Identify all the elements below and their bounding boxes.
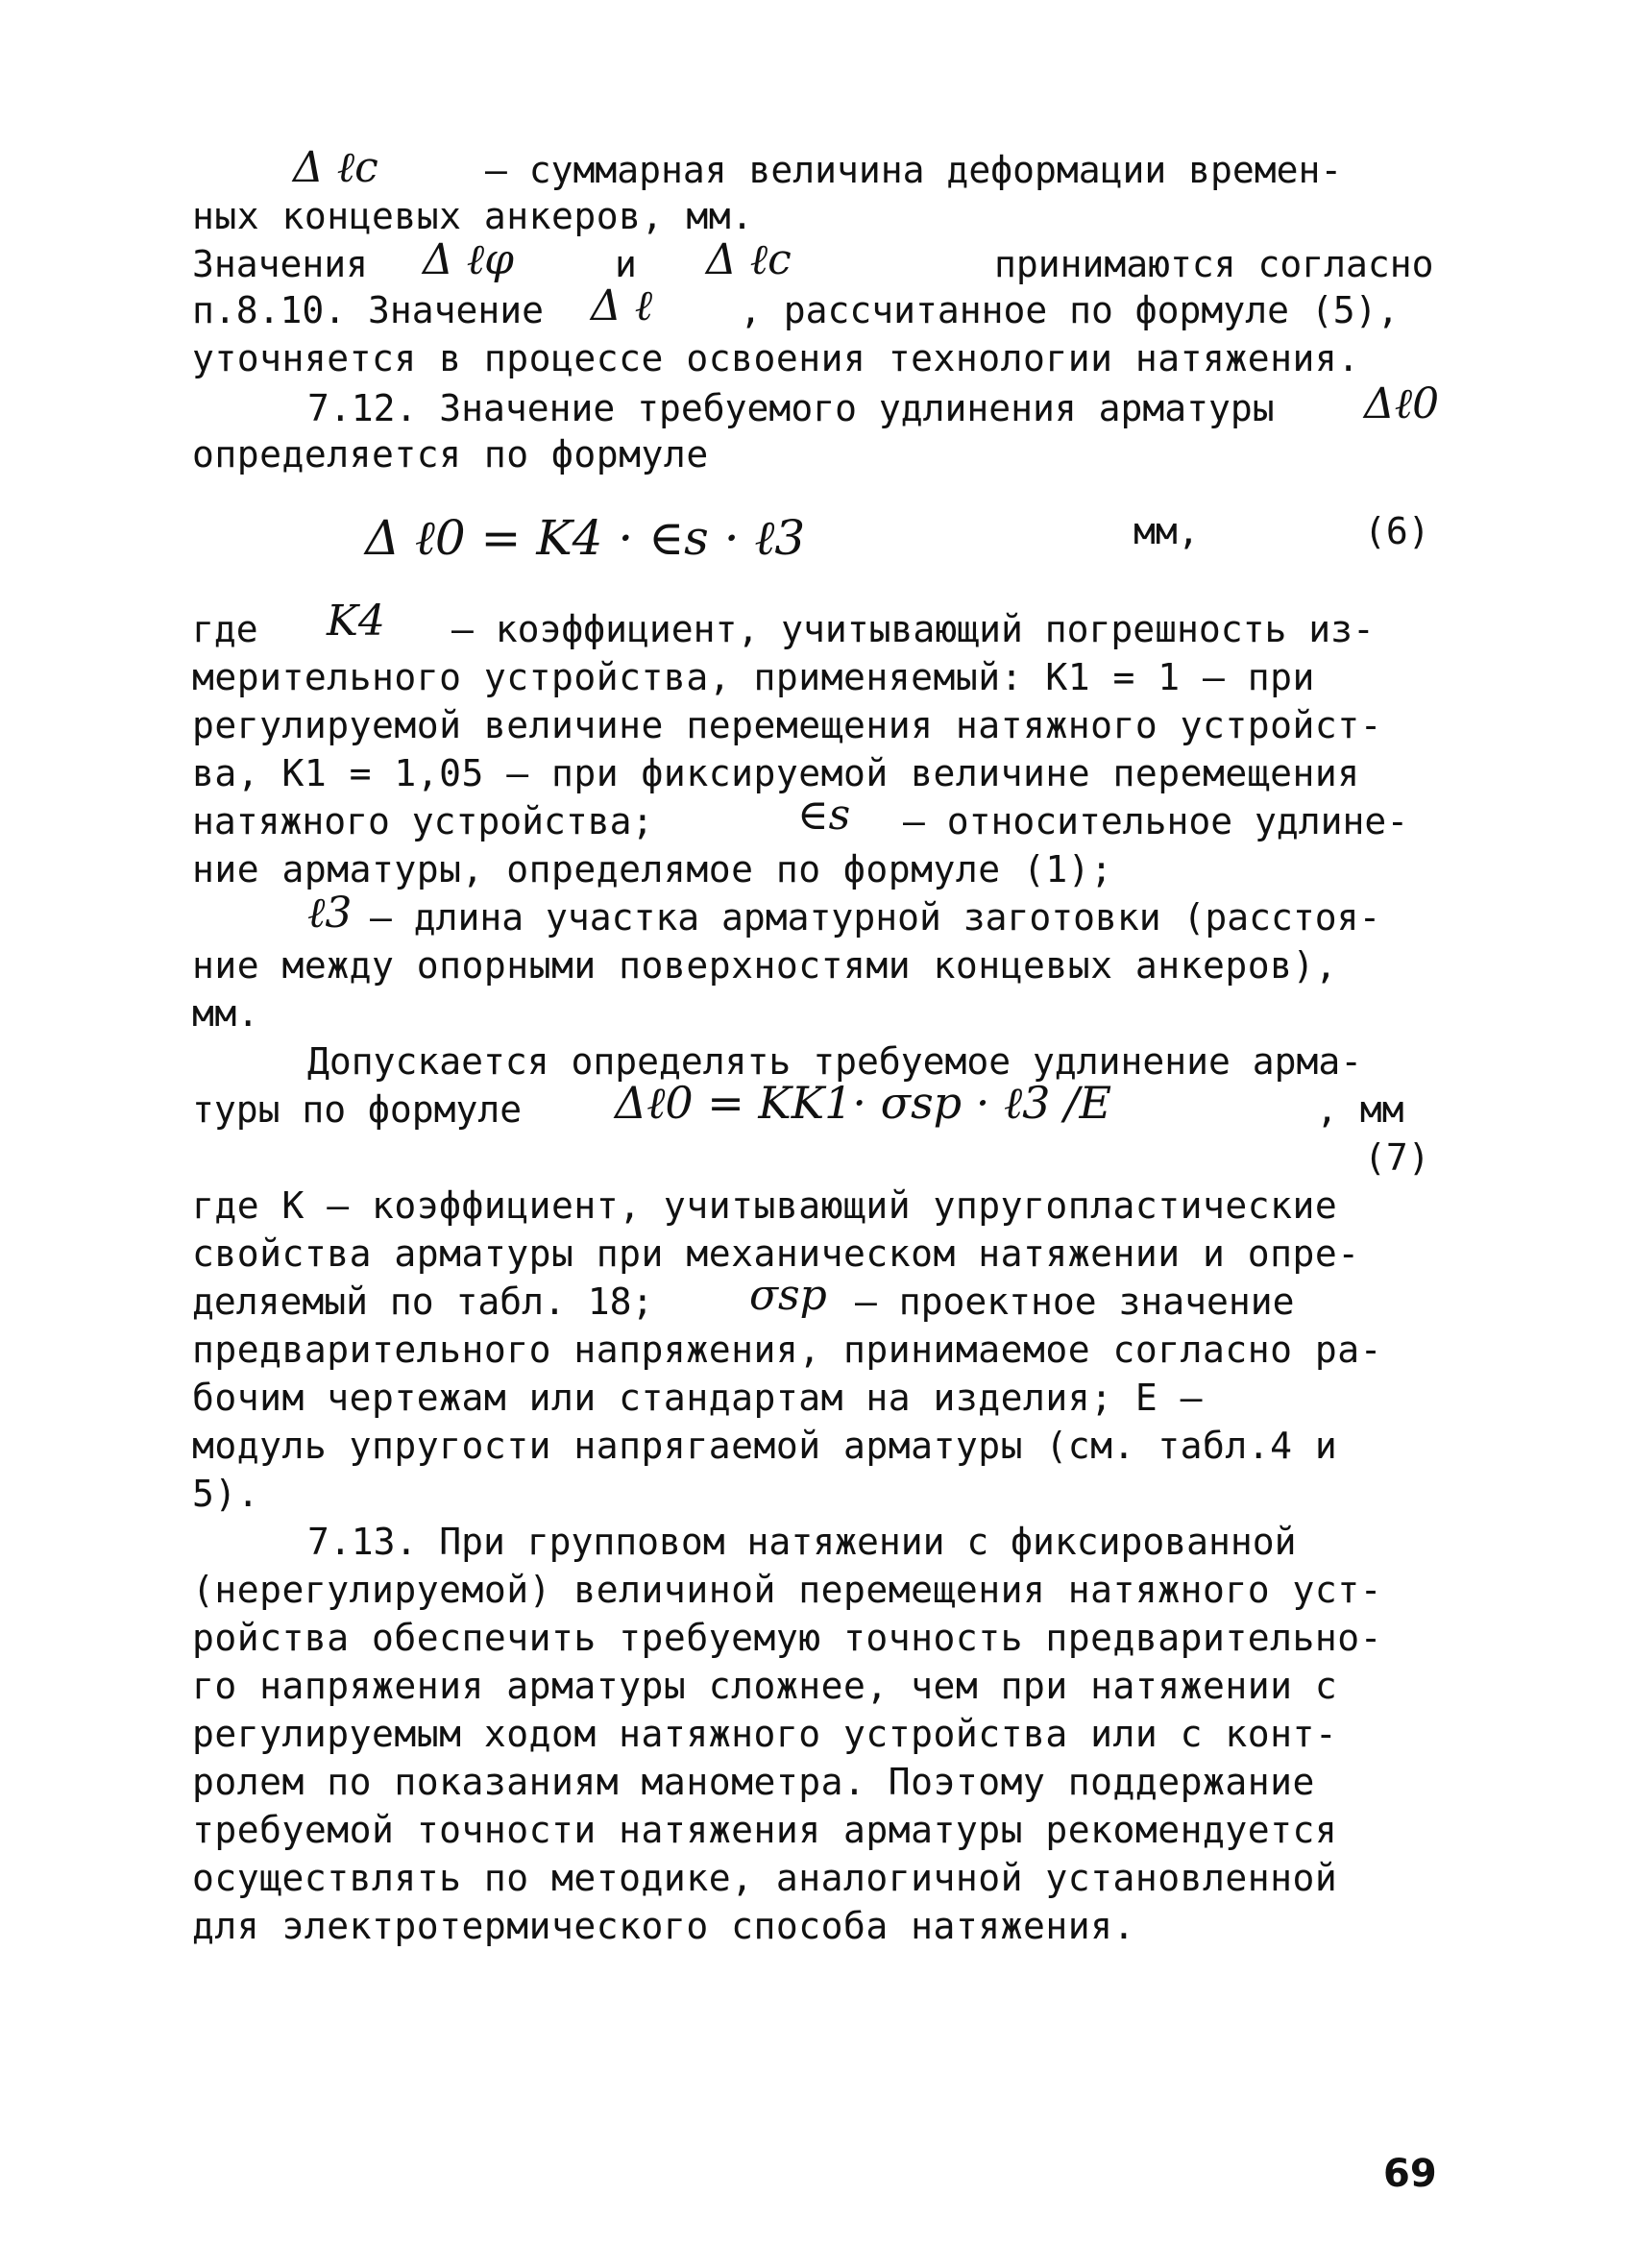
formula-7-number: (7)	[1364, 1136, 1430, 1179]
text-line: требуемой точности натяжения арматуры рекомендуется	[192, 1809, 1338, 1851]
text-line: ролем по показаниям манометра. Поэтому поддержание	[192, 1761, 1315, 1803]
text-line: предварительного напряжения, принимаемое согласно ра-	[192, 1329, 1383, 1371]
text-line: регулируемой величине перемещения натяжного устройст-	[192, 704, 1383, 746]
text-line: модуль упругости напрягаемой арматуры (см. табл.4 и	[192, 1425, 1338, 1467]
symbol-k4: K4	[327, 597, 385, 646]
text-line: где	[192, 608, 258, 650]
text-line: 5).	[192, 1473, 260, 1515]
formula-7-unit: , мм	[1316, 1088, 1404, 1131]
symbol-eps-s: ∈s	[797, 791, 851, 840]
symbol-delta-lphi: Δ ℓφ	[423, 235, 514, 284]
text-line: уточняется в процессе освоения технологии натяжения.	[192, 337, 1360, 379]
text-line: бочим чертежам или стандартам на изделия; Е –	[192, 1377, 1204, 1419]
text-line: где К – коэффициент, учитывающий упругопластические	[192, 1184, 1338, 1227]
symbol-l3: ℓ3	[307, 889, 353, 938]
symbol-delta-l: Δ ℓ	[591, 281, 653, 330]
text-line: свойства арматуры при механическом натяжении и опре-	[192, 1232, 1360, 1275]
text-line: 7.12. Значение требуемого удлинения арматуры	[307, 387, 1275, 429]
formula-6-unit: мм,	[1133, 510, 1200, 552]
symbol-delta-l0: Δℓ0	[1364, 379, 1440, 428]
text-line: регулируемым ходом натяжного устройства или с конт-	[192, 1713, 1338, 1755]
text-line: ние между опорными поверхностями концевых анкеров),	[192, 944, 1338, 987]
text-line: мерительного устройства, применяемый: K1 = 1 – при	[192, 656, 1315, 698]
text-line: деляемый по табл. 18;	[192, 1280, 654, 1323]
page-number: 69	[1383, 2152, 1437, 2196]
text-line: п.8.10. Значение	[192, 289, 545, 331]
text-line: – коэффициент, учитывающий погрешность из-	[451, 608, 1375, 650]
text-line: ние арматуры, определямое по формуле (1);	[192, 848, 1113, 890]
text-line: (нерегулируемой) величиной перемещения натяжного уст-	[192, 1569, 1383, 1611]
text-line: 7.13. При групповом натяжении с фиксированной	[307, 1521, 1297, 1563]
formula-7: Δℓ0 = KK1· σsp · ℓ3 /E	[615, 1077, 1112, 1129]
text-line: туры по формуле	[192, 1088, 523, 1131]
text-line: – относительное удлине-	[903, 800, 1409, 842]
text-line: – проектное значение	[855, 1280, 1295, 1323]
formula-6: Δ ℓ0 = K4 · ∈s · ℓ3	[365, 510, 806, 566]
text-line: натяжного устройства;	[192, 800, 654, 842]
text-line: – длина участка арматурной заготовки (расстоя-	[370, 896, 1381, 939]
text-line: мм.	[192, 992, 260, 1035]
symbol-delta-lc-2: Δ ℓc	[706, 235, 792, 284]
text-line: го напряжения арматуры сложнее, чем при натяжении с	[192, 1665, 1338, 1707]
text-line: осуществлять по методике, аналогичной установленной	[192, 1857, 1338, 1899]
text-line: , рассчитанное по формуле (5),	[740, 289, 1400, 331]
text-line: определяется по формуле	[192, 433, 709, 476]
text-line: ройства обеспечить требуемую точность предварительно-	[192, 1617, 1383, 1659]
text-line: и	[615, 243, 637, 285]
symbol-delta-lc: Δ ℓc	[293, 143, 378, 192]
text-line: Допускается определять требуемое удлинение арма-	[307, 1040, 1363, 1083]
text-line: для электротермического способа натяжения.	[192, 1905, 1135, 1947]
text-line: ных концевых анкеров, мм.	[192, 195, 754, 237]
text-line: принимаются согласно	[994, 243, 1434, 285]
text-line: ва, K1 = 1,05 – при фиксируемой величине перемещения	[192, 752, 1360, 794]
symbol-sigma-sp: σsp	[749, 1271, 827, 1320]
text-line: Значения	[192, 243, 369, 285]
text-line: – суммарная величина деформации времен-	[485, 149, 1343, 191]
formula-6-number: (6)	[1364, 510, 1430, 552]
